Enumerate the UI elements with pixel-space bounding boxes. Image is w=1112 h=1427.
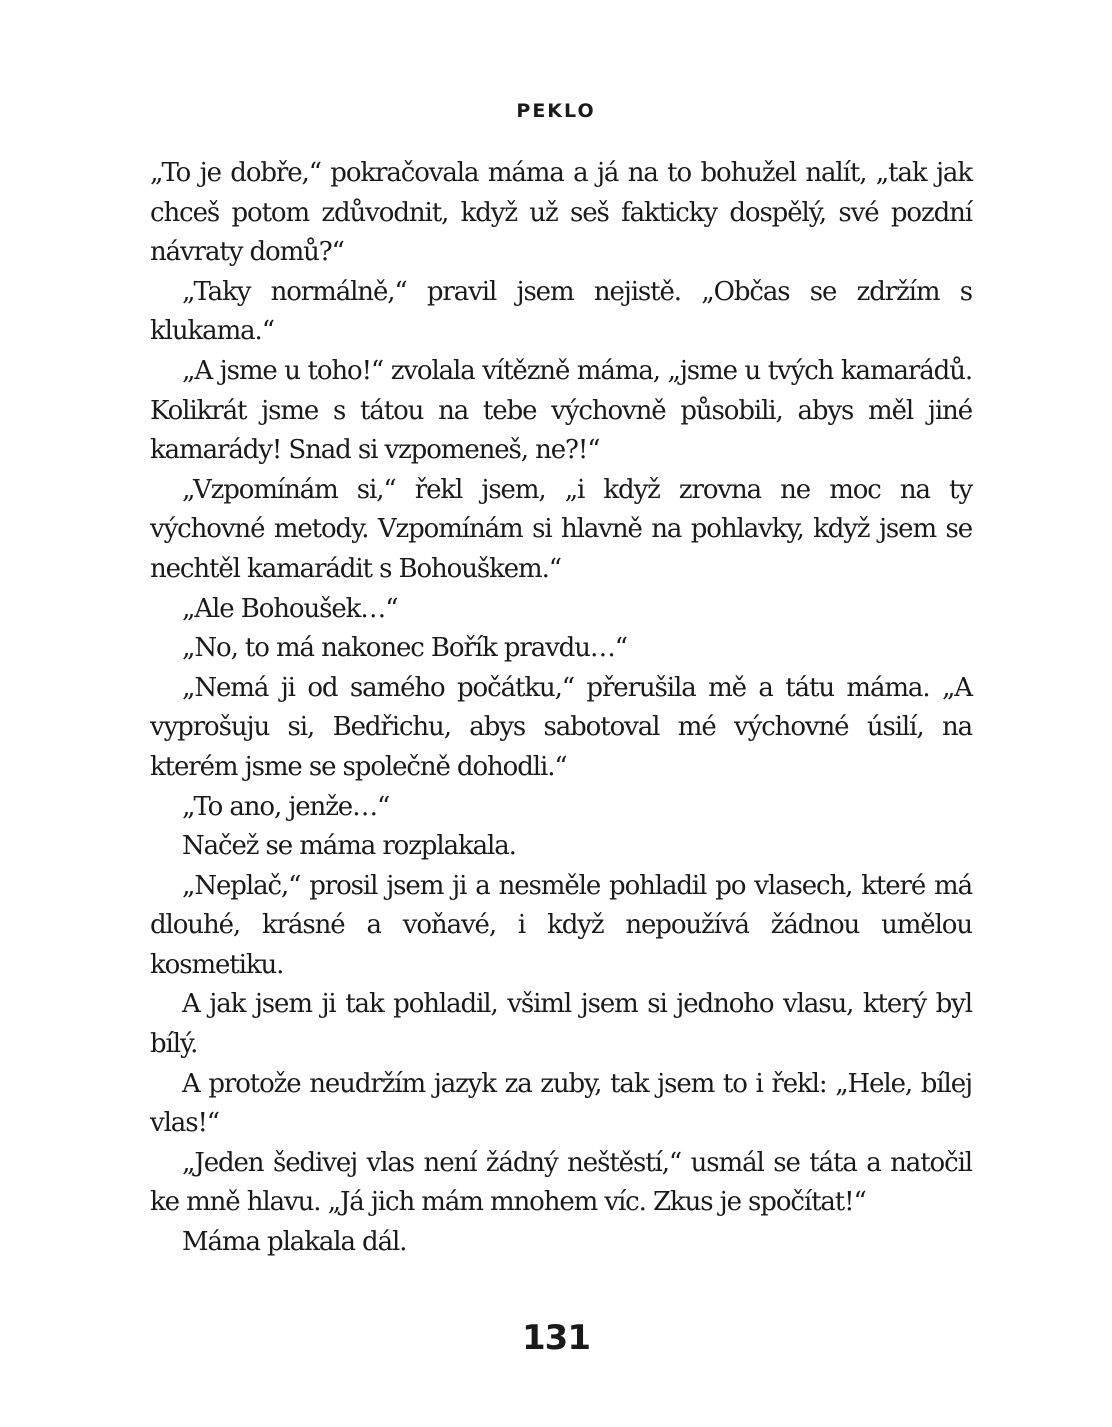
paragraph: „Neplač,“ prosil jsem ji a nesměle pohladil po vlasech, které má dlouhé, krásné a voňavé, i když nepoužívá žádnou umělou kosmetiku.	[150, 870, 972, 980]
page-number: 131	[522, 1318, 590, 1358]
paragraph: „Jeden šedivej vlas není žádný neštěstí,“ usmál se táta a natočil ke mně hlavu. „Já jich mám mnohem víc. Zkus je spočítat!“	[150, 1147, 972, 1218]
paragraph: „To je dobře,“ pokračovala máma a já na to bohužel nalít, „tak jak chceš potom zdůvodnit, když už seš fakticky dospělý, své pozdní návraty domů?“	[150, 158, 972, 268]
paragraph: „Ale Bohoušek…“	[182, 593, 398, 624]
paragraph: „Taky normálně,“ pravil jsem nejistě. „Občas se zdržím s klukama.“	[150, 276, 972, 347]
paragraph: „To ano, jenže…“	[182, 791, 390, 822]
paragraph: „No, to má nakonec Bořík pravdu…“	[182, 633, 627, 664]
paragraph: Máma plakala dál.	[182, 1227, 407, 1258]
paragraph: „Vzpomínám si,“ řekl jsem, „i když zrovna ne moc na ty výchovné metody. Vzpomínám si hlavně na pohlavky, když jsem se nechtěl kamarádit s Bohouškem.“	[150, 474, 972, 584]
paragraph: A jak jsem ji tak pohladil, všiml jsem si jednoho vlasu, který byl bílý.	[150, 989, 972, 1060]
paragraph: Načež se máma rozplakala.	[182, 831, 516, 862]
paragraph: A protože neudržím jazyk za zuby, tak jsem to i řekl: „Hele, bílej vlas!“	[150, 1068, 972, 1139]
paragraph: „Nemá ji od samého počátku,“ přerušila mě a tátu máma. „A vyprošuju si, Bedřichu, abys sabotoval mé výchovné úsilí, na kterém jsme se společně dohodli.“	[150, 672, 972, 782]
paragraph: „A jsme u toho!“ zvolala vítězně máma, „jsme u tvých kamarádů. Kolikrát jsme s tátou na tebe výchovně působili, abys měl jiné kamarády! Snad si vzpomeneš, ne?!“	[150, 355, 972, 466]
body-text	[150, 154, 972, 1263]
running-head: PEKLO	[516, 100, 596, 122]
